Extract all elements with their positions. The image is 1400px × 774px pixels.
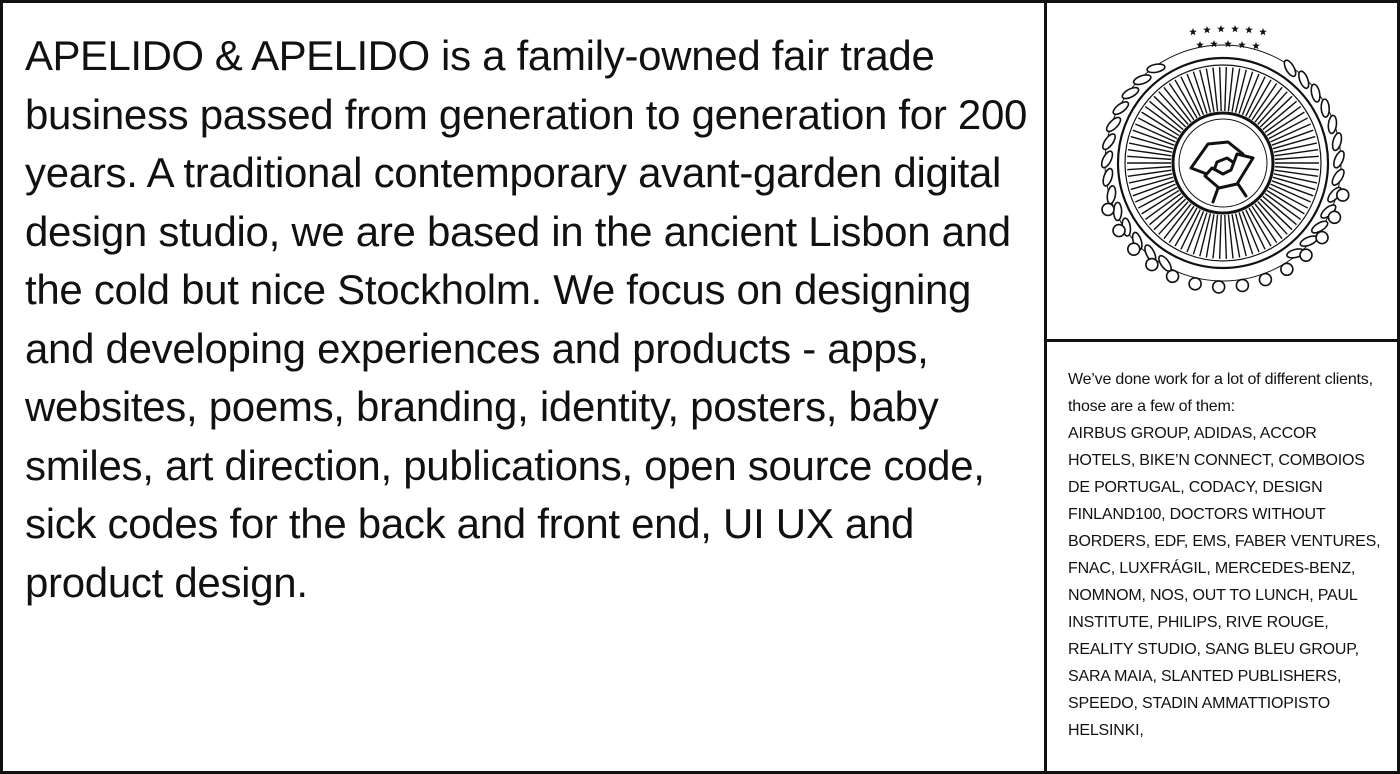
clients-paragraph (1068, 366, 1386, 744)
handshake-seal-icon (1067, 18, 1379, 318)
intro-paragraph (25, 27, 1035, 612)
emblem-panel (1047, 0, 1400, 340)
studio-name: APELIDO & APELIDO (25, 32, 430, 79)
clients-list: AIRBUS GROUP, ADIDAS, ACCOR HOTELS, BIKE’N CONNECT, COMBOIOS DE PORTUGAL, CODACY, DESIGN FINLAND100, DOCTORS WITHOUT BORDERS, EDF, EMS, FABER VENTURES, FNAC, LUXFRÁGIL, MERCEDES-BENZ, NOMNOM, NOS, OUT TO LUNCH, PAUL INSTITUTE, PHILIPS, RIVE ROUGE, REALITY STUDIO, SANG BLEU GROUP, SARA MAIA, SLANTED PUBLISHERS, SPEEDO, STADIN AMMATTIOPISTO HELSINKI, (1068, 425, 1381, 739)
intro-text: is a family-owned fair trade business passed from generation to generation for 200 years. A traditional contemporary avant-garden digital design studio, we are based in the ancient Lisbon and the cold but nice Stockholm. We focus on designing and developing experiences and products - apps, websites, poems, branding, identity, posters, baby smiles, art direction, publications, open source code, sick codes for the back and front end, UI UX and product design. (25, 32, 1028, 606)
clients-intro: We’ve done work for a lot of different clients, those are a few of them: (1068, 371, 1373, 415)
horizontal-divider (1047, 339, 1400, 342)
